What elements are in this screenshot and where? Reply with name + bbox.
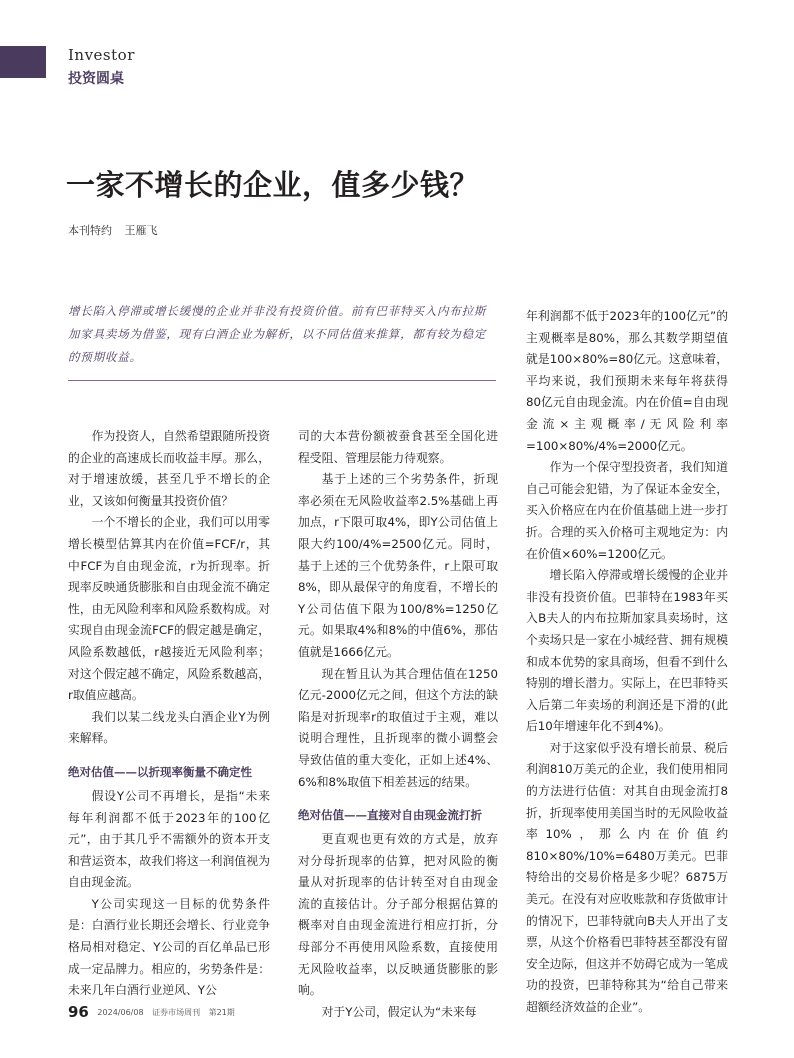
byline-role: 本刊特约 bbox=[68, 224, 112, 237]
paragraph: 年利润都不低于2023年的100亿元”的主观概率是80%，那么其数学期望值就是100×80%=80亿元。这意味着，平均来说，我们预期未来每年将获得80亿元自由现金流。内在价值=自由现金流×主观概率/无风险利率=100×80%/4%=2000亿元。 bbox=[526, 309, 728, 453]
text-column-1 bbox=[68, 426, 270, 1002]
article-abstract: 增长陷入停滞或增长缓慢的企业并非没有投资价值。前有巴菲特买入内布拉斯加家具卖场为借鉴，现有白酒企业为解析，以不同估值来推算，都有较为稳定的预期收益。 bbox=[68, 304, 487, 364]
paragraph: 假设Y公司不再增长，是指“未来每年利润都不低于2023年的100亿元”，由于其几乎不需额外的资本开支和营运资本，故我们将这一利润值视为自由现金流。 bbox=[68, 788, 270, 890]
section-brand-en: Investor bbox=[68, 46, 135, 64]
page-footer bbox=[68, 1003, 241, 1021]
paragraph: 作为一个保守型投资者，我们知道自己可能会犯错，为了保证本金安全，买入价格应在内在价值基础上进一步打折。合理的买入价格可主观地定为：内在价值×60%=1200亿元。 bbox=[526, 460, 728, 561]
paragraph: 基于上述的三个劣势条件，折现率必须在无风险收益率2.5%基础上再加点，r下限可取4%，即Y公司估值上限大约100/4%=2500亿元。同时，基于上述的三个优势条件，r上限可取8%，即从最保守的角度看，不增长的Y公司估值下限为100/8%=1250亿元。如果取4%和8%的中值6%，那估值就是1666亿元。 bbox=[298, 472, 498, 659]
abstract-divider bbox=[68, 380, 496, 381]
article-title: 一家不增长的企业，值多少钱？ bbox=[66, 168, 480, 202]
paragraph: 现在暂且认为其合理估值在1250亿元-2000亿元之间，但这个方法的缺陷是对折现率r的取值过于主观，难以说明合理性，且折现率的微小调整会导致估值的重大变化，正如上述4%、6%和8%取值下相差甚远的结果。 bbox=[298, 666, 498, 789]
text-column-3 bbox=[526, 306, 728, 1019]
issue-date: 2024/06/08 bbox=[97, 1008, 144, 1017]
paragraph: 我们以某二线龙头白酒企业Y为例来解释。 bbox=[68, 709, 270, 746]
byline bbox=[68, 222, 167, 238]
section-heading: 绝对估值——以折现率衡量不确定性 bbox=[68, 764, 252, 779]
paragraph: Y公司实现这一目标的优势条件是：白酒行业长期还会增长、行业竞争格局相对稳定、Y公司的百亿单品已形成一定品牌力。相应的，劣势条件是：未来几年白酒行业逆风、Y公 bbox=[68, 896, 270, 998]
text-column-2 bbox=[298, 426, 498, 1023]
page-number: 96 bbox=[68, 1003, 89, 1021]
paragraph: 作为投资人，自然希望跟随所投资的企业的高速成长而收益丰厚。那么，对于增速放缓，甚至几乎不增长的企业，又该如何衡量其投资价值？ bbox=[68, 429, 270, 508]
paragraph: 更直观也更有效的方式是，放弃对分母折现率的估算，把对风险的衡量从对折现率的估计转至对自由现金流的直接估计。分子部分根据估算的概率对自由现金流进行相应打折，分母部分不再使用风险系数，直接使用无风险收益率，以反映通货膨胀的影响。 bbox=[298, 832, 498, 998]
paragraph: 一个不增长的企业，我们可以用零增长模型估算其内在价值=FCF/r，其中FCF为自由现金流，r为折现率。折现率反映通货膨胀和自由现金流不确定性，由无风险利率和风险系数构成。对实现自由现金流FCF的假定越是确定，风险系数越低，r越接近无风险利率；对这个假定越不确定，风险系数越高，r取值应越高。 bbox=[68, 515, 270, 703]
publication-name: 证券市场周刊 bbox=[152, 1008, 201, 1017]
byline-author: 王雁飞 bbox=[124, 224, 158, 237]
section-heading: 绝对估值——直接对自由现金流打折 bbox=[298, 808, 482, 823]
issue-number: 第21期 bbox=[208, 1008, 235, 1017]
header-accent-block bbox=[0, 46, 46, 78]
paragraph: 司的大本营份额被蚕食甚至全国化进程受阻、管理层能力待观察。 bbox=[298, 429, 498, 465]
paragraph: 对于这家似乎没有增长前景、税后利润810万美元的企业，我们使用相同的方法进行估值：对其自由现金流打8折，折现率使用美国当时的无风险收益率10%，那么内在价值约810×80%/10%=6480万美元。巴菲特给出的交易价格是多少呢？6875万美元。在没有对应收账款和存货做审计的情况下，巴菲特就向B夫人开出了支票，从这个价格看巴菲特甚至都没有留安全边际，但这并不妨碍它成为一笔成功的投资，巴菲特称其为“给自己带来超额经济效益的企业”。 bbox=[526, 740, 728, 1014]
section-brand-cn: 投资圆桌 bbox=[68, 71, 124, 87]
paragraph: 对于Y公司，假定认为“未来每 bbox=[321, 1004, 477, 1019]
paragraph: 增长陷入停滞或增长缓慢的企业并非没有投资价值。巴菲特在1983年买入B夫人的内布拉斯加家具卖场时，这个卖场只是一家在小城经营、拥有规模和成本优势的家具商场，但看不到什么特别的增长潜力。实际上，在巴菲特买入后第二年卖场的利润还是下滑的(此后10年增速年化不到4%)。 bbox=[526, 568, 728, 734]
